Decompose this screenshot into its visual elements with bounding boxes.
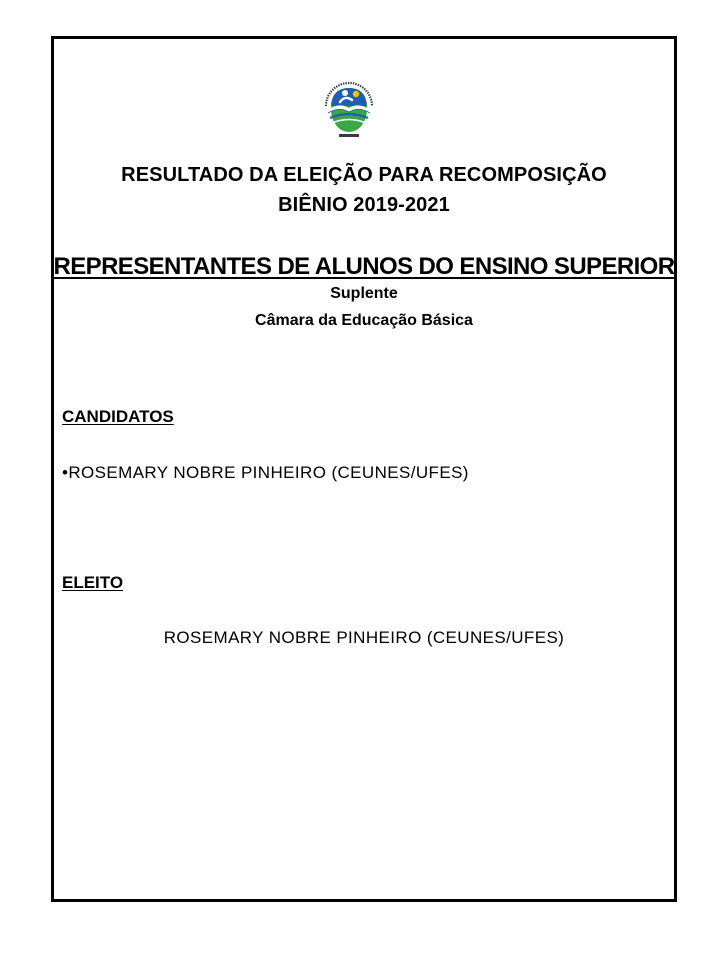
subtitle-role: Suplente [330, 285, 398, 302]
elected-name: ROSEMARY NOBRE PINHEIRO (CEUNES/UFES) [163, 628, 565, 647]
document-title-line-1: RESULTADO DA ELEIÇÃO PARA RECOMPOSIÇÃO [121, 164, 607, 186]
section-heading-text: REPRESENTANTES DE ALUNOS DO ENSINO SUPERIOR [53, 253, 675, 280]
elected-label: ELEITO [62, 573, 124, 592]
bullet: • [62, 463, 69, 482]
document-title-line-2: BIÊNIO 2019-2021 [278, 194, 450, 216]
section-heading [51, 253, 677, 281]
candidate-name: ROSEMARY NOBRE PINHEIRO (CEUNES/UFES) [68, 463, 469, 482]
municipal-education-council-seal-icon [312, 66, 386, 140]
subtitle-chamber: Câmara da Educação Básica [255, 312, 473, 329]
candidate-list-item [62, 463, 469, 483]
candidates-label: CANDIDATOS [62, 407, 174, 426]
